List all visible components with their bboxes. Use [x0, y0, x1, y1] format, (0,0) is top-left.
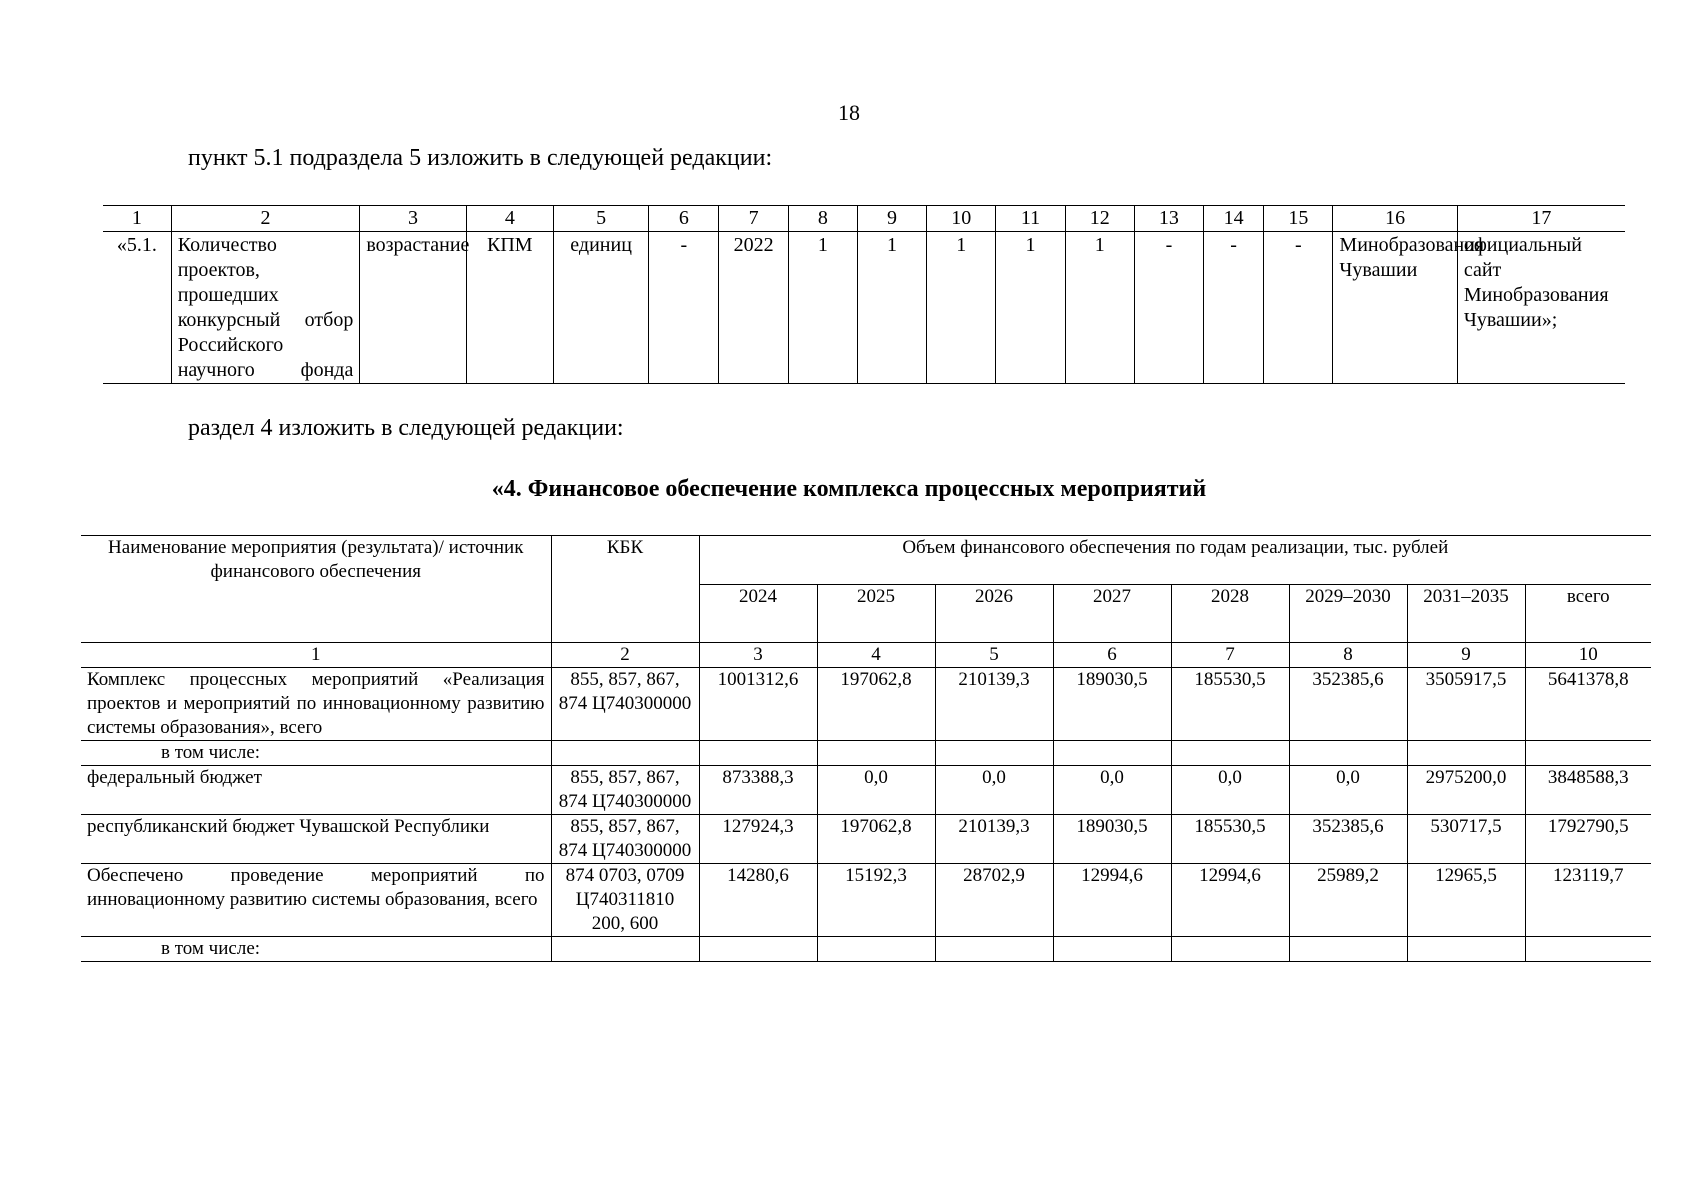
- column-number: 8: [788, 206, 857, 232]
- year-header: 2029–2030: [1289, 585, 1407, 643]
- value-2026: 210139,3: [935, 668, 1053, 741]
- row-kbk: [551, 937, 699, 962]
- value-total: 5641378,8: [1525, 668, 1651, 741]
- row-name: Обеспечено проведение мероприятий по инновационному развитию системы образования, всего: [81, 864, 551, 937]
- value-cell: [1053, 937, 1171, 962]
- table-row: [81, 937, 1651, 962]
- column-number: 1: [103, 206, 171, 232]
- column-number: 9: [1407, 643, 1525, 668]
- column-number: 7: [1171, 643, 1289, 668]
- table-row: [81, 864, 1651, 937]
- year-header: 2028: [1171, 585, 1289, 643]
- header-row: [81, 536, 1651, 585]
- column-number: 4: [817, 643, 935, 668]
- responsible-body: Минобразования Чувашии: [1333, 232, 1457, 384]
- value-2026: 0,0: [935, 766, 1053, 815]
- value-cell: [1053, 741, 1171, 766]
- year-header: всего: [1525, 585, 1651, 643]
- value-2025: 15192,3: [817, 864, 935, 937]
- header-row: [103, 206, 1625, 232]
- value-2029-2030: 0,0: [1289, 766, 1407, 815]
- row-name: Комплекс процессных мероприятий «Реализация проектов и мероприятий по инновационному развитию системы образования», всего: [81, 668, 551, 741]
- indicator-trend: возрастание: [360, 232, 466, 384]
- table-row: [81, 815, 1651, 864]
- header-kbk: КБК: [551, 536, 699, 643]
- value-2026: 210139,3: [935, 815, 1053, 864]
- year-value: -: [1204, 232, 1264, 384]
- value-cell: [699, 741, 817, 766]
- column-number: 7: [719, 206, 788, 232]
- value-2029-2030: 352385,6: [1289, 815, 1407, 864]
- column-number: 4: [466, 206, 553, 232]
- row-kbk: [551, 741, 699, 766]
- value-2025: 197062,8: [817, 668, 935, 741]
- year-value: -: [1264, 232, 1333, 384]
- table-row: [81, 668, 1651, 741]
- value-2027: 12994,6: [1053, 864, 1171, 937]
- column-number: 1: [81, 643, 551, 668]
- year-header: 2024: [699, 585, 817, 643]
- row-kbk: 855, 857, 867, 874 Ц740300000: [551, 815, 699, 864]
- value-cell: [935, 741, 1053, 766]
- base-value: -: [649, 232, 719, 384]
- indicator-name: Количество проектов, прошедших конкурсный отбор Российского научного фонда: [171, 232, 360, 384]
- year-value: 1: [996, 232, 1065, 384]
- column-number: 10: [1525, 643, 1651, 668]
- value-cell: [935, 937, 1053, 962]
- year-value: 1: [1065, 232, 1134, 384]
- value-cell: [1171, 937, 1289, 962]
- value-total: 1792790,5: [1525, 815, 1651, 864]
- value-2029-2030: 25989,2: [1289, 864, 1407, 937]
- row-name: федеральный бюджет: [81, 766, 551, 815]
- row-name: республиканский бюджет Чувашской Республики: [81, 815, 551, 864]
- column-numbers-row: [81, 643, 1651, 668]
- unit-of-measure: единиц: [553, 232, 648, 384]
- column-number: 2: [551, 643, 699, 668]
- value-2031-2035: 12965,5: [1407, 864, 1525, 937]
- column-number: 14: [1204, 206, 1264, 232]
- value-total: 123119,7: [1525, 864, 1651, 937]
- value-cell: [1407, 937, 1525, 962]
- indicator-table: [103, 205, 1625, 384]
- column-number: 2: [171, 206, 360, 232]
- row-kbk: 855, 857, 867, 874 Ц740300000: [551, 668, 699, 741]
- value-2027: 189030,5: [1053, 815, 1171, 864]
- value-2027: 189030,5: [1053, 668, 1171, 741]
- value-2024: 127924,3: [699, 815, 817, 864]
- table-row: [103, 232, 1625, 384]
- intro-paragraph-1: пункт 5.1 подраздела 5 изложить в следующей редакции:: [188, 145, 773, 171]
- base-year: 2022: [719, 232, 788, 384]
- value-cell: [1289, 741, 1407, 766]
- value-cell: [1289, 937, 1407, 962]
- column-number: 9: [857, 206, 926, 232]
- year-value: -: [1134, 232, 1203, 384]
- column-number: 8: [1289, 643, 1407, 668]
- column-number: 5: [553, 206, 648, 232]
- column-number: 3: [360, 206, 466, 232]
- row-kbk: 874 0703, 0709 Ц740311810 200, 600: [551, 864, 699, 937]
- column-number: 6: [1053, 643, 1171, 668]
- value-2028: 185530,5: [1171, 815, 1289, 864]
- column-number: 13: [1134, 206, 1203, 232]
- financing-table: [81, 535, 1651, 962]
- column-number: 15: [1264, 206, 1333, 232]
- value-2031-2035: 2975200,0: [1407, 766, 1525, 815]
- value-2024: 873388,3: [699, 766, 817, 815]
- year-header: 2025: [817, 585, 935, 643]
- information-system: официальный сайт Минобразования Чувашии»;: [1457, 232, 1625, 384]
- item-number: «5.1.: [103, 232, 171, 384]
- row-kbk: 855, 857, 867, 874 Ц740300000: [551, 766, 699, 815]
- year-value: 1: [857, 232, 926, 384]
- value-cell: [817, 741, 935, 766]
- value-2025: 0,0: [817, 766, 935, 815]
- page-number: 18: [838, 100, 860, 125]
- value-2025: 197062,8: [817, 815, 935, 864]
- row-name: в том числе:: [81, 741, 551, 766]
- column-number: 12: [1065, 206, 1134, 232]
- row-name: в том числе:: [81, 937, 551, 962]
- indicator-level: КПМ: [466, 232, 553, 384]
- value-2028: 12994,6: [1171, 864, 1289, 937]
- header-volume: Объем финансового обеспечения по годам реализации, тыс. рублей: [699, 536, 1651, 585]
- value-total: 3848588,3: [1525, 766, 1651, 815]
- column-number: 17: [1457, 206, 1625, 232]
- year-header: 2031–2035: [1407, 585, 1525, 643]
- year-header: 2027: [1053, 585, 1171, 643]
- value-2028: 0,0: [1171, 766, 1289, 815]
- value-cell: [1525, 741, 1651, 766]
- value-2026: 28702,9: [935, 864, 1053, 937]
- column-number: 16: [1333, 206, 1457, 232]
- column-number: 11: [996, 206, 1065, 232]
- value-2031-2035: 3505917,5: [1407, 668, 1525, 741]
- column-number: 3: [699, 643, 817, 668]
- intro-paragraph-2: раздел 4 изложить в следующей редакции:: [188, 415, 624, 441]
- section-title: «4. Финансовое обеспечение комплекса процессных мероприятий: [491, 476, 1207, 502]
- value-cell: [1525, 937, 1651, 962]
- table-row: [81, 766, 1651, 815]
- value-2027: 0,0: [1053, 766, 1171, 815]
- value-2029-2030: 352385,6: [1289, 668, 1407, 741]
- header-name: Наименование мероприятия (результата)/ источник финансового обеспечения: [81, 536, 551, 643]
- value-cell: [1171, 741, 1289, 766]
- value-2024: 14280,6: [699, 864, 817, 937]
- column-number: 6: [649, 206, 719, 232]
- value-2024: 1001312,6: [699, 668, 817, 741]
- value-cell: [817, 937, 935, 962]
- year-value: 1: [927, 232, 996, 384]
- column-number: 5: [935, 643, 1053, 668]
- table-row: [81, 741, 1651, 766]
- value-2031-2035: 530717,5: [1407, 815, 1525, 864]
- column-number: 10: [927, 206, 996, 232]
- value-cell: [699, 937, 817, 962]
- value-cell: [1407, 741, 1525, 766]
- year-value: 1: [788, 232, 857, 384]
- year-header: 2026: [935, 585, 1053, 643]
- value-2028: 185530,5: [1171, 668, 1289, 741]
